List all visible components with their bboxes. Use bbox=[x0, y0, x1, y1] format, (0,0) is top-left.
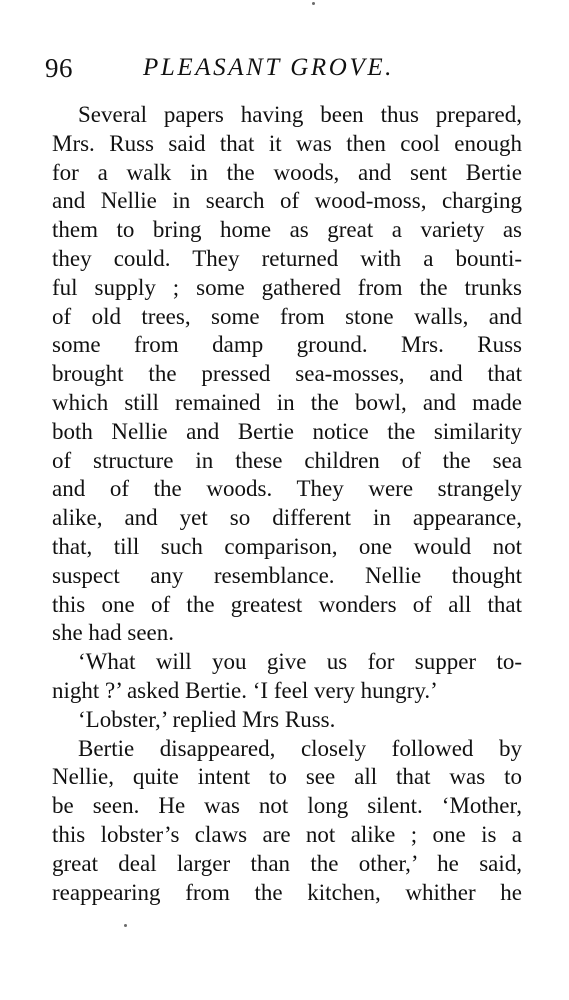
text-line: Several papers having been thus prepared, bbox=[78, 102, 522, 127]
text-line: Mrs. Russ said that it was then cool enough bbox=[52, 130, 522, 156]
running-head: PLEASANT GROVE. bbox=[143, 54, 395, 81]
text-line: which still remained in the bowl, and made bbox=[52, 389, 522, 415]
body-text bbox=[52, 101, 522, 907]
text-line: Bertie disappeared, closely followed by bbox=[78, 735, 522, 761]
text-line: that, till such comparison, one would not bbox=[52, 533, 522, 559]
page-header bbox=[45, 48, 525, 88]
text-line: and Nellie in search of wood-moss, charging bbox=[52, 188, 522, 214]
text-line: ‘Lobster,’ replied Mrs Russ. bbox=[78, 706, 336, 732]
text-line: and of the woods. They were strangely bbox=[52, 476, 522, 502]
text-line: brought the pressed sea-mosses, and that bbox=[52, 361, 522, 387]
text-line: of structure in these children of the sea bbox=[52, 447, 522, 473]
text-line: both Nellie and Bertie notice the similarity bbox=[52, 418, 522, 444]
page-number: 96 bbox=[45, 53, 73, 83]
text-line: great deal larger than the other,’ he said, bbox=[52, 850, 522, 876]
paper-speck bbox=[312, 2, 315, 5]
text-line: alike, and yet so different in appearance, bbox=[52, 505, 522, 531]
text-line: ful supply ; some gathered from the trunks bbox=[52, 274, 522, 300]
text-line: reappearing from the kitchen, whither he bbox=[52, 879, 522, 905]
text-line: for a walk in the woods, and sent Bertie bbox=[52, 159, 522, 185]
text-line: she had seen. bbox=[52, 620, 174, 646]
text-line: this lobster’s claws are not alike ; one is a bbox=[52, 821, 522, 847]
text-line: night ?’ asked Bertie. ‘I feel very hungry.’ bbox=[52, 677, 438, 703]
text-line: they could. They returned with a bounti- bbox=[52, 245, 522, 271]
text-line: be seen. He was not long silent. ‘Mother, bbox=[52, 793, 522, 819]
text-line: of old trees, some from stone walls, and bbox=[52, 303, 522, 329]
text-line: suspect any resemblance. Nellie thought bbox=[52, 562, 522, 588]
text-line: this one of the greatest wonders of all that bbox=[52, 591, 522, 617]
text-line: Nellie, quite intent to see all that was to bbox=[52, 764, 522, 790]
paper-speck bbox=[124, 924, 127, 927]
text-line: ‘What will you give us for supper to- bbox=[78, 649, 522, 675]
text-line: them to bring home as great a variety as bbox=[52, 217, 522, 243]
text-line: some from damp ground. Mrs. Russ bbox=[52, 332, 522, 358]
